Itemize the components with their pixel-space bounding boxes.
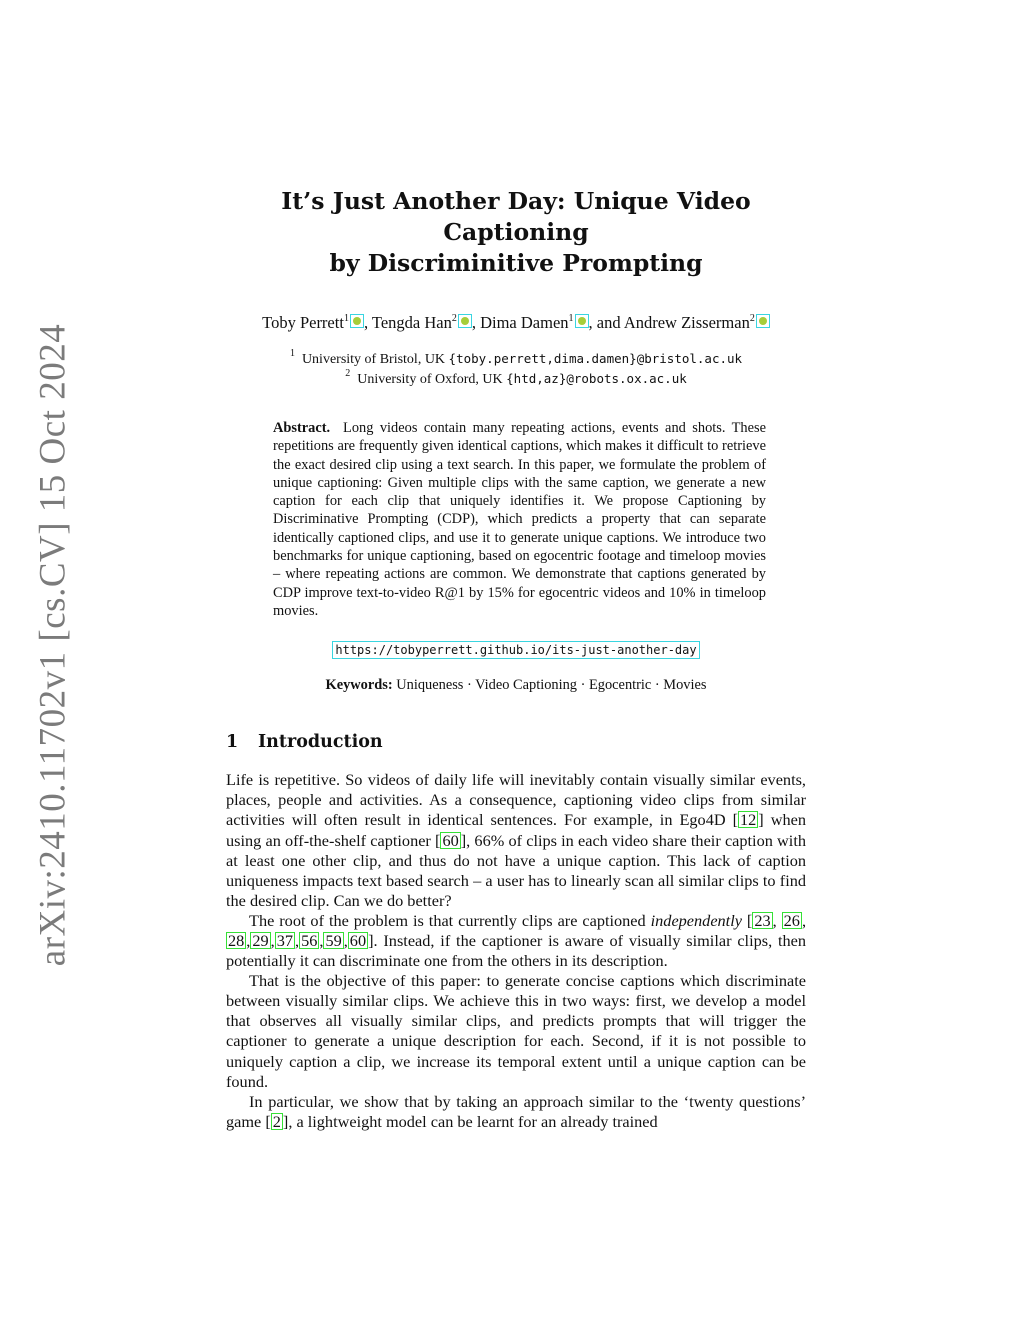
citation-link[interactable]: 28 xyxy=(228,931,245,951)
citation-link[interactable]: 12 xyxy=(740,810,757,830)
citation-link[interactable]: 26 xyxy=(783,910,800,930)
keywords xyxy=(226,677,806,694)
title-line-2: by Discriminitive Prompting xyxy=(329,249,703,277)
orcid-icon[interactable] xyxy=(756,314,770,328)
citation-link[interactable]: 60 xyxy=(349,931,367,951)
citation-link[interactable]: 56 xyxy=(301,931,318,951)
citation-link[interactable]: 60 xyxy=(442,830,459,850)
orcid-icon[interactable] xyxy=(458,314,472,328)
keywords-text: Uniqueness · Video Captioning · Egocentric · Movies xyxy=(396,677,707,694)
paragraph: The root of the problem is that currently clips are captioned independently [ 23 , 26 ,28 , 29 , 37 , 56 , 59 , 60 ]. Instead, if the captioner is aware of visually similar clips, then potentially it can discriminate one from the others in its description. xyxy=(226,910,807,971)
author-list: Toby Perrett$^1$ , Tengda Han$^2$ , Dima Damen$^1$ , and Andrew Zisserman$^2$ xyxy=(226,313,806,333)
abstract-text: Long videos contain many repeating actions, events and shots. These repetitions are frequently given identical captions, which makes it difficult to retrieve the exact desired clip using a text search. In this paper, we formulate the problem of unique captioning: Given multiple clips with the same caption, we generate a new caption for each clip that uniquely identifies it. We propose Captioning by Discriminative Prompting (CDP), which predicts a property that can separate identically captioned clips, and use it to generate unique captions. We introduce two benchmarks for unique captioning, based on egocentric footage and timeloop movies – where repeating actions are common. We demonstrate that captions generated by CDP improve text-to-video R@1 by 15% for egocentric videos and 10% in timeloop movies. xyxy=(273,420,766,619)
affiliation-1: $^1$ University of Bristol, UK {toby.perrett,dima.damen}@bristol.ac.uk xyxy=(289,348,743,367)
body-text xyxy=(226,770,806,1132)
author: Dima Damen$^1$ xyxy=(480,313,588,332)
orcid-icon[interactable] xyxy=(575,314,589,328)
section-number: 1 xyxy=(226,732,239,753)
citation-link[interactable]: 59 xyxy=(325,931,342,951)
citation-link[interactable]: 2 xyxy=(272,1111,281,1131)
title-line-1: It’s Just Another Day: Unique Video Captioning xyxy=(281,187,751,246)
project-url-link[interactable]: https://tobyperrett.github.io/its-just-another-day xyxy=(332,641,699,659)
author: Andrew Zisserman$^2$ xyxy=(624,313,770,332)
affiliations xyxy=(226,349,806,389)
citation-link[interactable]: 29 xyxy=(252,931,269,951)
author: Tengda Han$^2$ xyxy=(372,313,472,332)
author: Toby Perrett$^1$ xyxy=(262,313,364,332)
paper-page xyxy=(226,186,806,1132)
citation-link[interactable]: 23 xyxy=(754,910,771,930)
email: {toby.perrett,dima.damen}@bristol.ac.uk xyxy=(448,351,743,366)
email: {htd,az}@robots.ox.ac.uk xyxy=(506,371,687,386)
abstract xyxy=(273,419,766,620)
paragraph: In particular, we show that by taking an approach similar to the ‘twenty questions’ game [ 2 ], a lightweight model can be learnt for an already trained xyxy=(226,1091,806,1131)
paper-title xyxy=(226,186,806,279)
abstract-label: Abstract. xyxy=(273,420,331,436)
citation-link[interactable]: 37 xyxy=(276,931,293,951)
keywords-label: Keywords: xyxy=(325,677,393,694)
section-title: Introduction xyxy=(258,732,383,753)
arxiv-identifier: arXiv:2410.11702v1 [cs.CV] 15 Oct 2024 xyxy=(32,323,74,967)
paragraph: Life is repetitive. So videos of daily life will inevitably contain visually similar events, places, people and activities. As a consequence, captioning video clips from similar activities will often result in identical sentences. For example, in Ego4D [ 12 ] when using an off-the-shelf captioner [ 60 ], 66% of clips in each video share their caption with at least one other clip, and thus do not have a unique caption. This lack of caption uniqueness impacts text based search – a user has to linearly scan all similar clips to find the desired clip. Can we do better? xyxy=(226,770,806,910)
orcid-icon[interactable] xyxy=(350,314,364,328)
paragraph: That is the objective of this paper: to generate concise captions which discriminate between visually similar clips. We achieve this in two ways: first, we develop a model that observes all visually similar clips, and predicts prompts that will trigger the captioner to generate a unique description for each. Second, if it is not possible to uniquely caption a clip, we increase its temporal extent until a unique caption can be found. xyxy=(226,971,806,1091)
affiliation-2: $^2$ University of Oxford, UK {htd,az}@robots.ox.ac.uk xyxy=(345,368,687,387)
section-heading xyxy=(226,732,806,752)
